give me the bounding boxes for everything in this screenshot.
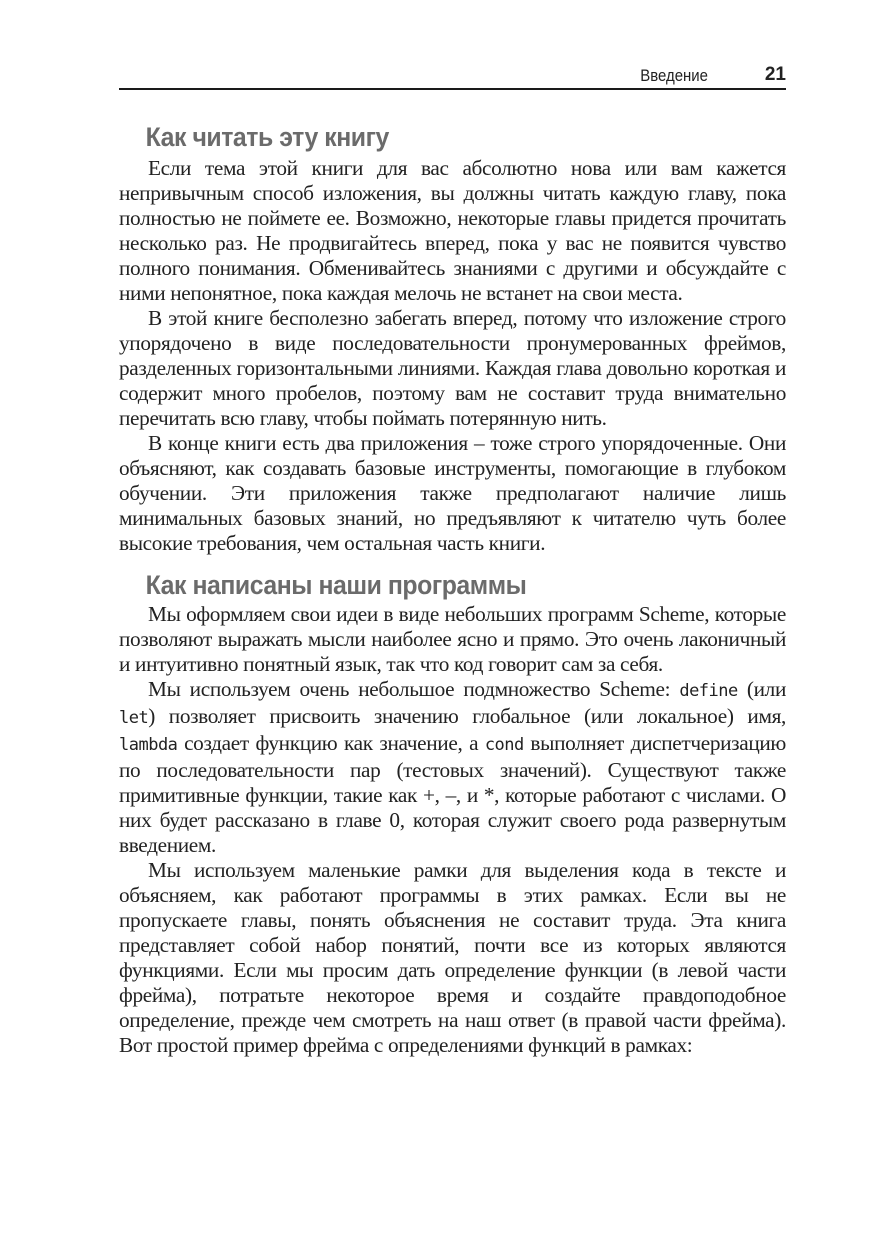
section-how-programs-written — [119, 568, 786, 1058]
code-define: define — [679, 681, 738, 701]
paragraph: В конце книги есть два приложения – тоже строго упорядоченные. Они объясняют, как создавать базовые инструменты, помогающие в глубоком обучении. Эти приложения также предполагают наличие лишь минимальных базовых знаний, но предъявляют к читателю чуть более высокие требования, чем остальная часть книги. — [119, 431, 786, 555]
text-run: выполняет диспетчеризацию по последовательности пар (тестовых значений). Существуют также примитивные функции, такие как +, –, и *, которые работают с числами. О них будет рассказано в главе 0, которая служит своего рода развернутым введением. — [119, 731, 786, 857]
paragraph-with-code — [119, 677, 786, 858]
code-lambda: lambda — [119, 735, 178, 755]
text-run: создает функцию как значение, а — [177, 731, 485, 755]
running-head-title: Введение — [640, 66, 708, 85]
book-page — [119, 60, 786, 1058]
paragraph: Мы используем маленькие рамки для выделения кода в тексте и объясняем, как работают программы в этих рамках. Если вы не пропускаете главы, понять объяснения не составит труда. Эта книга представляет собой набор понятий, почти все из которых являются функциями. Если мы просим дать определение функции (в левой части фрейма), потратьте некоторое время и создайте правдоподобное определение, прежде чем смотреть на наш ответ (в правой части фрейма). Вот простой пример фрейма с определениями функций в рамках: — [119, 858, 786, 1057]
section-how-to-read — [119, 120, 786, 556]
running-head — [119, 60, 786, 90]
paragraph: В этой книге бесполезно забегать вперед, потому что изложение строго упорядочено в виде последовательности пронумерованных фреймов, разделенных горизонтальными линиями. Каждая глава довольно короткая и содержит много пробелов, поэтому вам не составит труда внимательно перечитать всю главу, чтобы поймать потерянную нить. — [119, 306, 786, 430]
text-run: ) позволяет присвоить значению глобальное (или локальное) имя, — [148, 704, 786, 728]
section-heading: Как написаны наши программы — [145, 570, 527, 600]
code-cond: cond — [484, 735, 524, 755]
page-number: 21 — [764, 64, 786, 85]
code-let: let — [119, 708, 149, 728]
paragraph: Мы оформляем свои идеи в виде небольших программ Scheme, которые позволяют выражать мысли наиболее ясно и прямо. Это очень лаконичный и интуитивно понятный язык, так что код говорит сам за себя. — [119, 602, 786, 676]
text-run: (или — [737, 677, 786, 701]
text-run: Мы используем очень небольшое подмножество Scheme: — [148, 677, 680, 701]
paragraph: Если тема этой книги для вас абсолютно нова или вам кажется непривычным способ изложения, вы должны читать каждую главу, пока полностью не поймете ее. Возможно, некоторые главы придется прочитать несколько раз. Не продвигайтесь вперед, пока у вас не появится чувство полного понимания. Обменивайтесь знаниями с другими и обсуждайте с ними непонятное, пока каждая мелочь не встанет на свои места. — [119, 156, 786, 305]
section-heading: Как читать эту книгу — [145, 122, 389, 152]
